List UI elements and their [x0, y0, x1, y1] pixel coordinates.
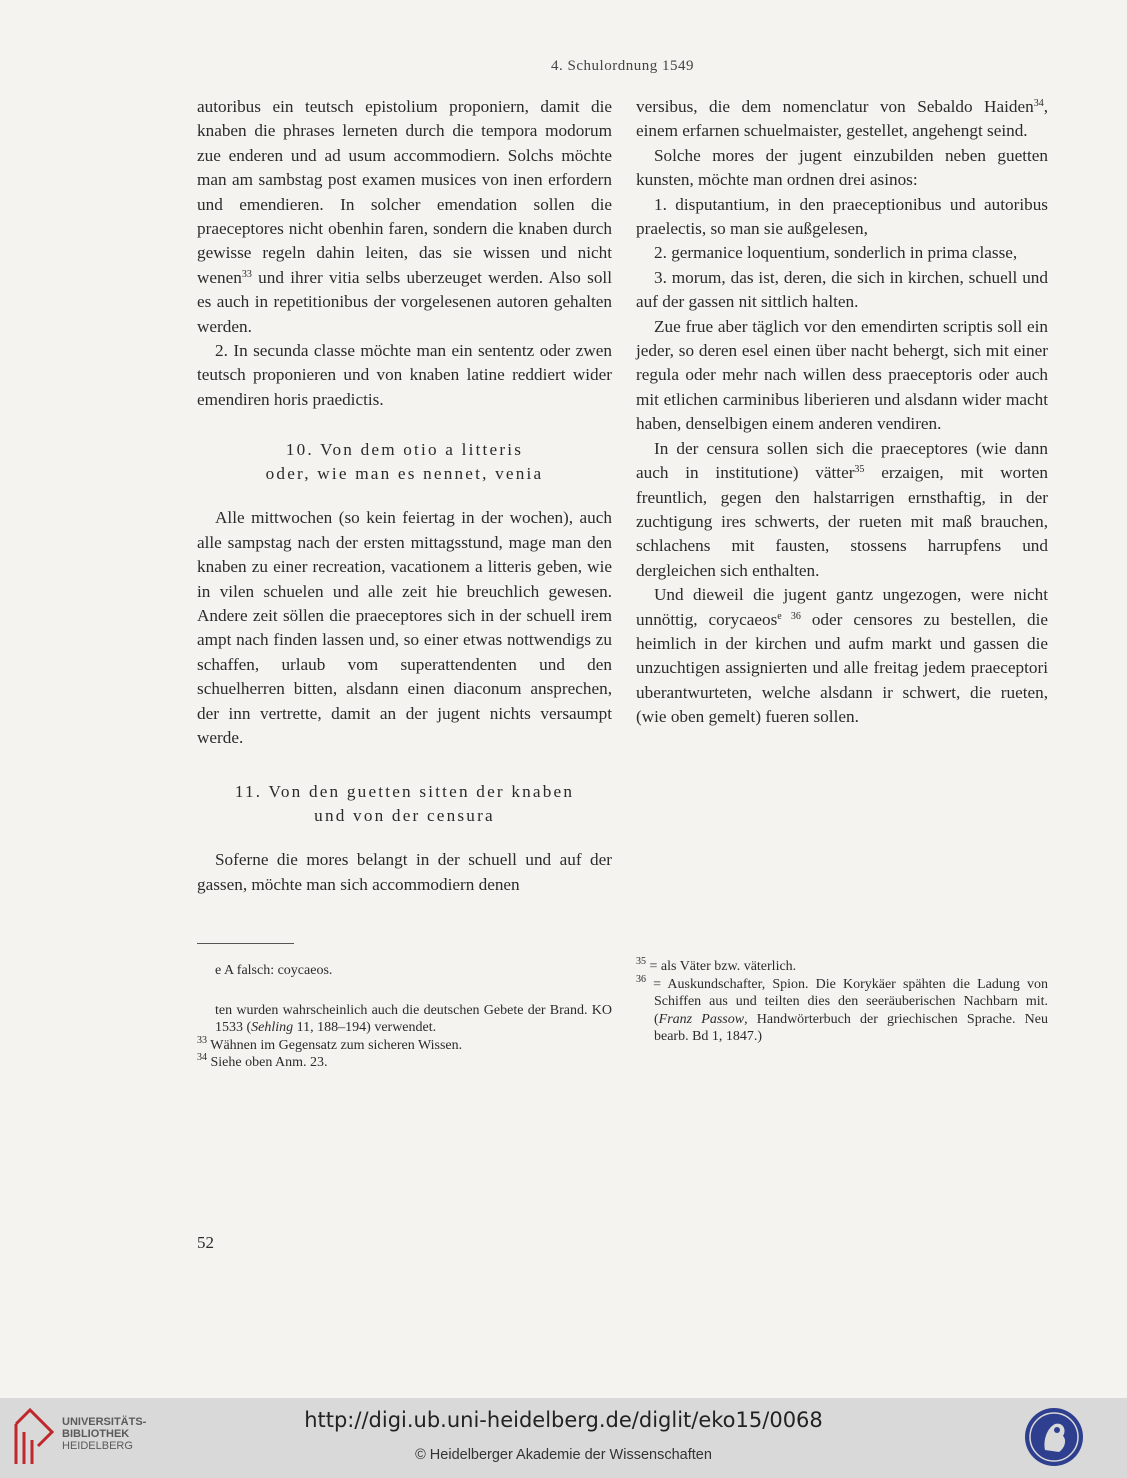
document-url-link[interactable]: http://digi.ub.uni-heidelberg.de/diglit/eko15/0068 — [304, 1408, 823, 1432]
footnote-text: Siehe oben Anm. 23. — [207, 1055, 328, 1070]
paragraph: Zue frue aber täglich vor den emendirten scriptis soll ein jeder, so deren esel einen über nacht behergt, sich mit einer regula oder mehr nach willen dess praeceptoris oder auch mit etlichen carminibus liberieren und alsdann wider macht haben, denselbigen einem anderen vendiren. — [636, 316, 1048, 434]
paragraph-text: oder censores zu bestellen, die heimlich in der kirchen und aufm markt und gassen die unzuchtigen assignierten und alle freitag jedem praeceptori uberantwurteten, welche alsdann ir schwert, die rueten, (wie oben gemelt) fueren sollen. — [636, 609, 1048, 727]
logo-line: HEIDELBERG — [62, 1440, 133, 1452]
footnote-rule — [197, 943, 294, 944]
academy-seal-icon[interactable] — [1023, 1406, 1085, 1468]
footer-bar — [0, 1398, 1127, 1478]
footnote-34 — [197, 1054, 612, 1072]
heading-line: 11. Von den guetten sitten der knaben — [234, 782, 575, 802]
footnote-text: Wähnen im Gegensatz zum sicheren Wissen. — [207, 1037, 463, 1053]
paragraph — [197, 95, 612, 339]
paragraph — [636, 437, 1048, 583]
paragraph — [636, 95, 1048, 144]
footnote-ref: 35 — [854, 464, 865, 476]
logo-line: UNIVERSITÄTS- — [62, 1416, 147, 1428]
footnote-33 — [197, 1034, 612, 1055]
paragraph-text: autoribus ein teutsch epistolium proponiern, damit die knaben die phrases lerneten durch die tempora modorum zue enderen und ad usum accommodiern. Solchs möchte man am sambstag post examen musices von inen erfordern und emendieren. In solcher emendation sollen die praeceptores nicht obenhin faren, sondern die knaben durch gewisse regeln dahin leiten, das sie wissen und nicht wenen — [197, 97, 612, 287]
logo-line: BIBLIOTHEK — [62, 1428, 130, 1440]
list-item: 2. germanice loquentium, sonderlich in prima classe, — [654, 243, 1018, 263]
paragraph: Solche mores der jugent einzubilden neben guetten kunsten, möchte man ordnen drei asinos: — [636, 145, 1048, 190]
heading-line: und von der censura — [314, 806, 495, 826]
footnote-number: 36 — [636, 973, 646, 985]
footnote-e: e A falsch: coycaeos. — [215, 963, 333, 978]
footnote-ref: 34 — [1033, 98, 1044, 109]
paragraph: Soferne die mores belangt in der schuell und auf der gassen, möchte man sich accommodiern denen — [197, 850, 612, 894]
footnote-number: 33 — [197, 1034, 207, 1046]
paragraph-text: und ihrer vitia selbs uberzeuget werden. Also soll es auch in repetitionibus der vorgelesenen autoren gehalten werden. — [197, 267, 612, 336]
footnote-ref: 33 — [241, 268, 252, 280]
paragraph: Alle mittwochen (so kein feiertag in der wochen), auch alle sampstag nach der ersten mittagsstund, mage man den knaben zu einer recreation, vacationem a litteris geben, wie in vilen schuelen und alle zeit hie breuchlich gewesen. Andere zeit söllen die praeceptores sich in der schuell irem ampt nach finden lassen und, so einer etwas nottwendigs zu schaffen, urlaub vom superattendenten und den schuelherren bitten, alsdann einen diaconum ansprechen, der inn vertrette, damit an der jugent nichts versaumpt werde. — [197, 508, 612, 747]
footnotes-left — [197, 962, 612, 1072]
footnotes-right — [636, 958, 1048, 1046]
section-heading-11 — [197, 780, 612, 828]
heading-line: 10. Von dem otio a litteris — [285, 440, 524, 460]
footnote-text: = als Väter bzw. väterlich. — [646, 959, 797, 974]
right-column — [636, 95, 1048, 730]
footnote-text: ten wurden wahrscheinlich auch die deutschen Gebete der Brand. KO 1533 ( — [215, 1002, 612, 1035]
footnote-text: , Handwörterbuch der griechischen Sprache. Neu bearb. Bd 1, 1847.) — [654, 1011, 1048, 1044]
left-column — [197, 95, 612, 897]
footnote-35 — [636, 958, 1048, 976]
paragraph — [636, 583, 1048, 729]
paragraph-text: versibus, die dem nomenclatur von Sebaldo Haiden — [636, 97, 1034, 116]
paragraph-text: Und dieweil die jugent gantz ungezogen, were nicht unnöttig, corycaeos — [636, 585, 1048, 629]
page-number: 52 — [197, 1233, 214, 1252]
footnote-italic: Franz Passow — [658, 1011, 745, 1027]
footnote-number: 35 — [636, 956, 646, 967]
footnote-text: 11, 188–194) verwendet. — [293, 1020, 437, 1035]
footnote-text: = Auskundschafter, Spion. Die Korykäer spähten die Ladung von Schiffen aus und teilten dies den seeräuberischen Nachbarn mit. ( — [646, 976, 1048, 1027]
paragraph: 2. In secunda classe möchte man ein sententz oder zwen teutsch proponieren und von knaben latine reddiert wider emendiren horis praedictis. — [197, 341, 612, 409]
footnote-italic: Sehling — [251, 1020, 294, 1035]
paragraph-text: , einem erfarnen schuelmaister, gestellet, angehengt seind. — [636, 97, 1048, 141]
list-item: 1. disputantium, in den praeceptionibus und autoribus praelectis, so man sie außgelesen, — [636, 194, 1048, 239]
paragraph-text: erzaigen, mit worten freuntlich, gegen den halstarrigen ernsthaftig, in der zuchtigung ires schwerts, der rueten mit maß brauchen, schlachens mit fausten, stossens harrupfens und dergleichen sich enthalten. — [636, 463, 1048, 580]
footnote-continuation — [197, 1002, 612, 1037]
paragraph-text: In der censura sollen sich die praeceptores (wie dann auch in institutione) vätter — [636, 438, 1048, 483]
footnote-ref: e 36 — [777, 610, 801, 622]
section-heading-10 — [197, 438, 612, 486]
heading-line: oder, wie man es nennet, venia — [265, 464, 544, 484]
running-head: 4. Schulordnung 1549 — [551, 58, 694, 74]
footnote-36 — [636, 973, 1048, 1046]
copyright-notice: © Heidelberger Akademie der Wissenschaften — [415, 1447, 712, 1463]
footnote-number: 34 — [197, 1052, 207, 1063]
list-item: 3. morum, das ist, deren, die sich in kirchen, schuell und auf der gassen nit sittlich halten. — [636, 267, 1048, 312]
